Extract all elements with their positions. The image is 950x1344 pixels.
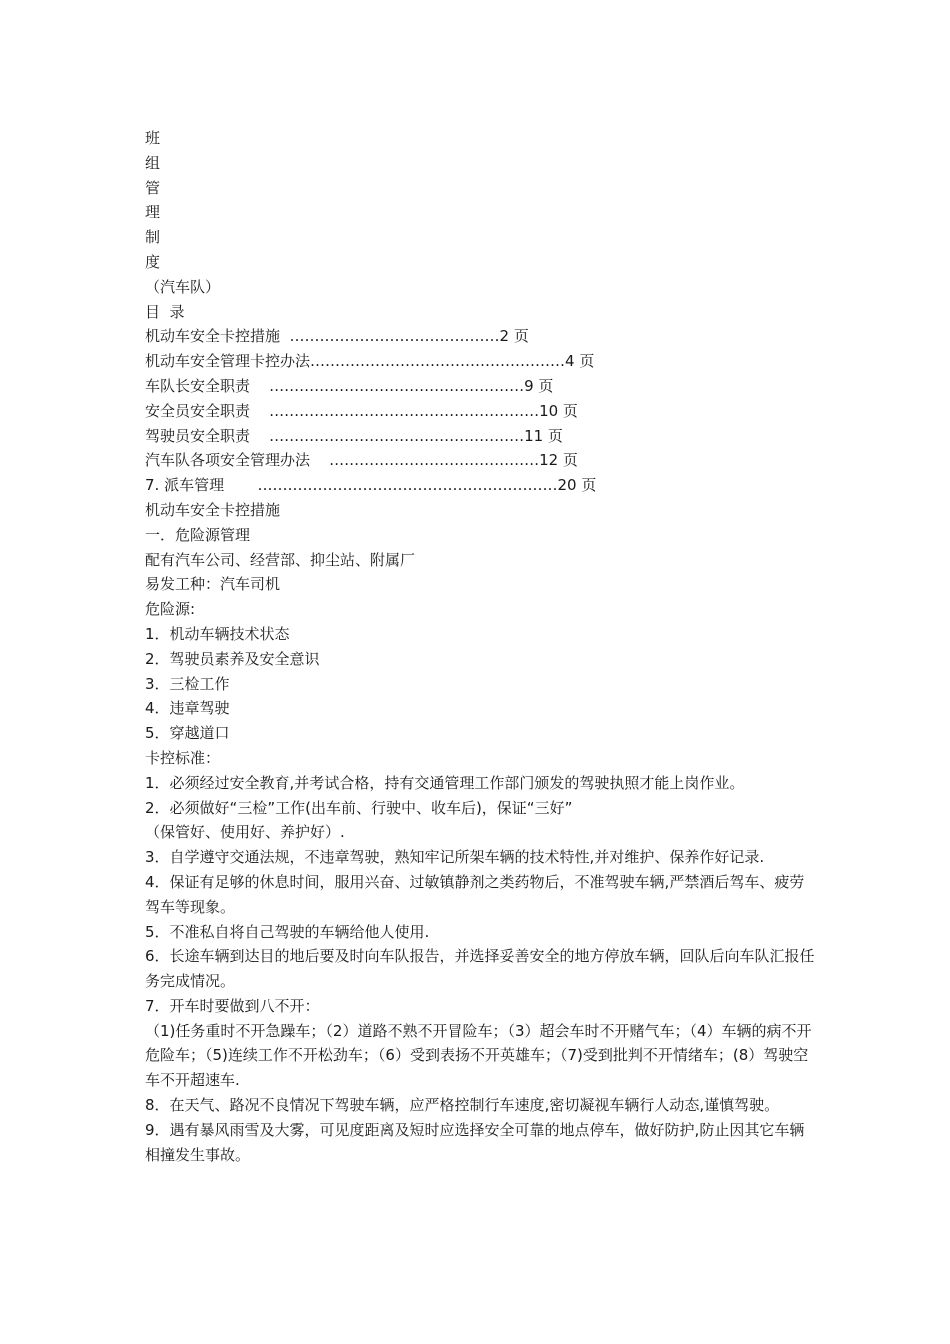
paragraph: 5．不准私自将自己驾驶的车辆给他人使用. <box>145 922 430 941</box>
toc-entry <box>145 399 815 424</box>
document-subtitle: （汽车队） <box>145 277 221 296</box>
toc-entry-label: 安全员安全职责 <box>145 401 270 420</box>
section-heading: 一．危险源管理 <box>145 525 251 544</box>
standard-list <box>145 771 815 1168</box>
toc-entry-page: 4 页 <box>565 352 595 371</box>
list-item: 2．驾驶员素养及安全意识 <box>145 649 320 668</box>
title-char: 理 <box>145 203 161 222</box>
paragraph: 2．必须做好“三检”工作(出车前、行驶中、收车后)，保证“三好” <box>145 798 573 817</box>
toc-entry-leader: …………………………………………………… <box>257 476 558 495</box>
toc-entry-page: 2 页 <box>499 327 529 346</box>
toc-entry-page: 12 页 <box>539 451 578 470</box>
paragraph: （保管好、使用好、养护好）. <box>145 823 345 842</box>
toc-entry <box>145 324 815 349</box>
paragraph: 3．自学遵守交通法规，不违章驾驶，熟知牢记所架车辆的技术特性,并对维护、保养作好记录. <box>145 848 765 867</box>
hazard-list <box>145 622 815 746</box>
toc-entry-label: 车队长安全职责 <box>145 376 270 395</box>
document-page <box>145 126 815 1167</box>
paragraph: 1．必须经过安全教育,并考试合格，持有交通管理工作部门颁发的驾驶执照才能上岗作业。 <box>145 773 745 792</box>
paragraph: 7．开车时要做到八不开： <box>145 996 320 1015</box>
toc-entry-page: 9 页 <box>524 376 554 395</box>
toc-entry-label: 驾驶员安全职责 <box>145 426 270 445</box>
paragraph: 4．保证有足够的休息时间，服用兴奋、过敏镇静剂之类药物后，不准驾驶车辆,严禁酒后驾车、疲劳驾车等现象。 <box>145 872 805 916</box>
list-item: 3．三检工作 <box>145 674 230 693</box>
toc-entry <box>145 424 815 449</box>
toc-entry-label: 机动车安全卡控措施 <box>145 327 290 346</box>
toc-entry-page: 10 页 <box>539 401 578 420</box>
toc-entry-leader: …………………………………… <box>289 327 500 346</box>
toc-entry-leader: …………………………………… <box>329 451 540 470</box>
paragraph: 9．遇有暴风雨雪及大雾，可见度距离及短时应选择安全可靠的地点停车，做好防护,防止因其它车辆相撞发生事故。 <box>145 1120 805 1164</box>
list-item: 5．穿越道口 <box>145 724 230 743</box>
toc-entry-label: 汽车队各项安全管理办法 <box>145 451 330 470</box>
title-char: 制 <box>145 228 161 247</box>
title-char: 班 <box>145 129 161 147</box>
toc-entry <box>145 374 815 399</box>
document-title <box>145 126 815 275</box>
toc-heading: 目 录 <box>145 302 185 321</box>
list-item: 4．违章驾驶 <box>145 699 230 718</box>
list-item: 1．机动车辆技术状态 <box>145 624 290 643</box>
toc-entry-leader: ……………………………………………… <box>269 401 540 420</box>
toc-entry-leader: …………………………………………… <box>269 376 525 395</box>
toc-entry-label: 7. 派车管理 <box>145 476 258 495</box>
equipped-units: 配有汽车公司、经营部、抑尘站、附属厂 <box>145 550 416 569</box>
toc-entry <box>145 448 815 473</box>
title-char: 管 <box>145 178 161 197</box>
title-char: 组 <box>145 153 161 172</box>
standard-heading: 卡控标准： <box>145 748 221 767</box>
job-type: 易发工种：汽车司机 <box>145 575 281 594</box>
paragraph: 6．长途车辆到达目的地后要及时向车队报告，并选择妥善安全的地方停放车辆，回队后向车队汇报任务完成情况。 <box>145 947 815 991</box>
toc-entry-page: 11 页 <box>524 426 563 445</box>
toc-entry <box>145 473 815 498</box>
toc-entry-leader: …………………………………………… <box>269 426 525 445</box>
title-char: 度 <box>145 252 161 271</box>
hazard-heading: 危险源: <box>145 600 196 619</box>
toc-entry-page: 20 页 <box>557 476 597 495</box>
paragraph: 8．在天气、路况不良情况下驾驶车辆，应严格控制行车速度,密切凝视车辆行人动态,谨慎驾驶。 <box>145 1096 780 1115</box>
section-title: 机动车安全卡控措施 <box>145 500 281 519</box>
table-of-contents <box>145 324 815 498</box>
toc-entry <box>145 349 815 374</box>
toc-entry-leader: …………………………………………… <box>310 352 566 371</box>
toc-entry-label: 机动车安全管理卡控办法 <box>145 352 311 371</box>
paragraph: （1)任务重时不开急躁车；（2）道路不熟不开冒险车；（3）超会车时不开赌气车；（4）车辆的病不开危险车；（5)连续工作不开松劲车；（6）受到表扬不开英雄车；（7)受到批判不开情绪车；(8）驾驶空车不开超速车. <box>145 1021 812 1090</box>
